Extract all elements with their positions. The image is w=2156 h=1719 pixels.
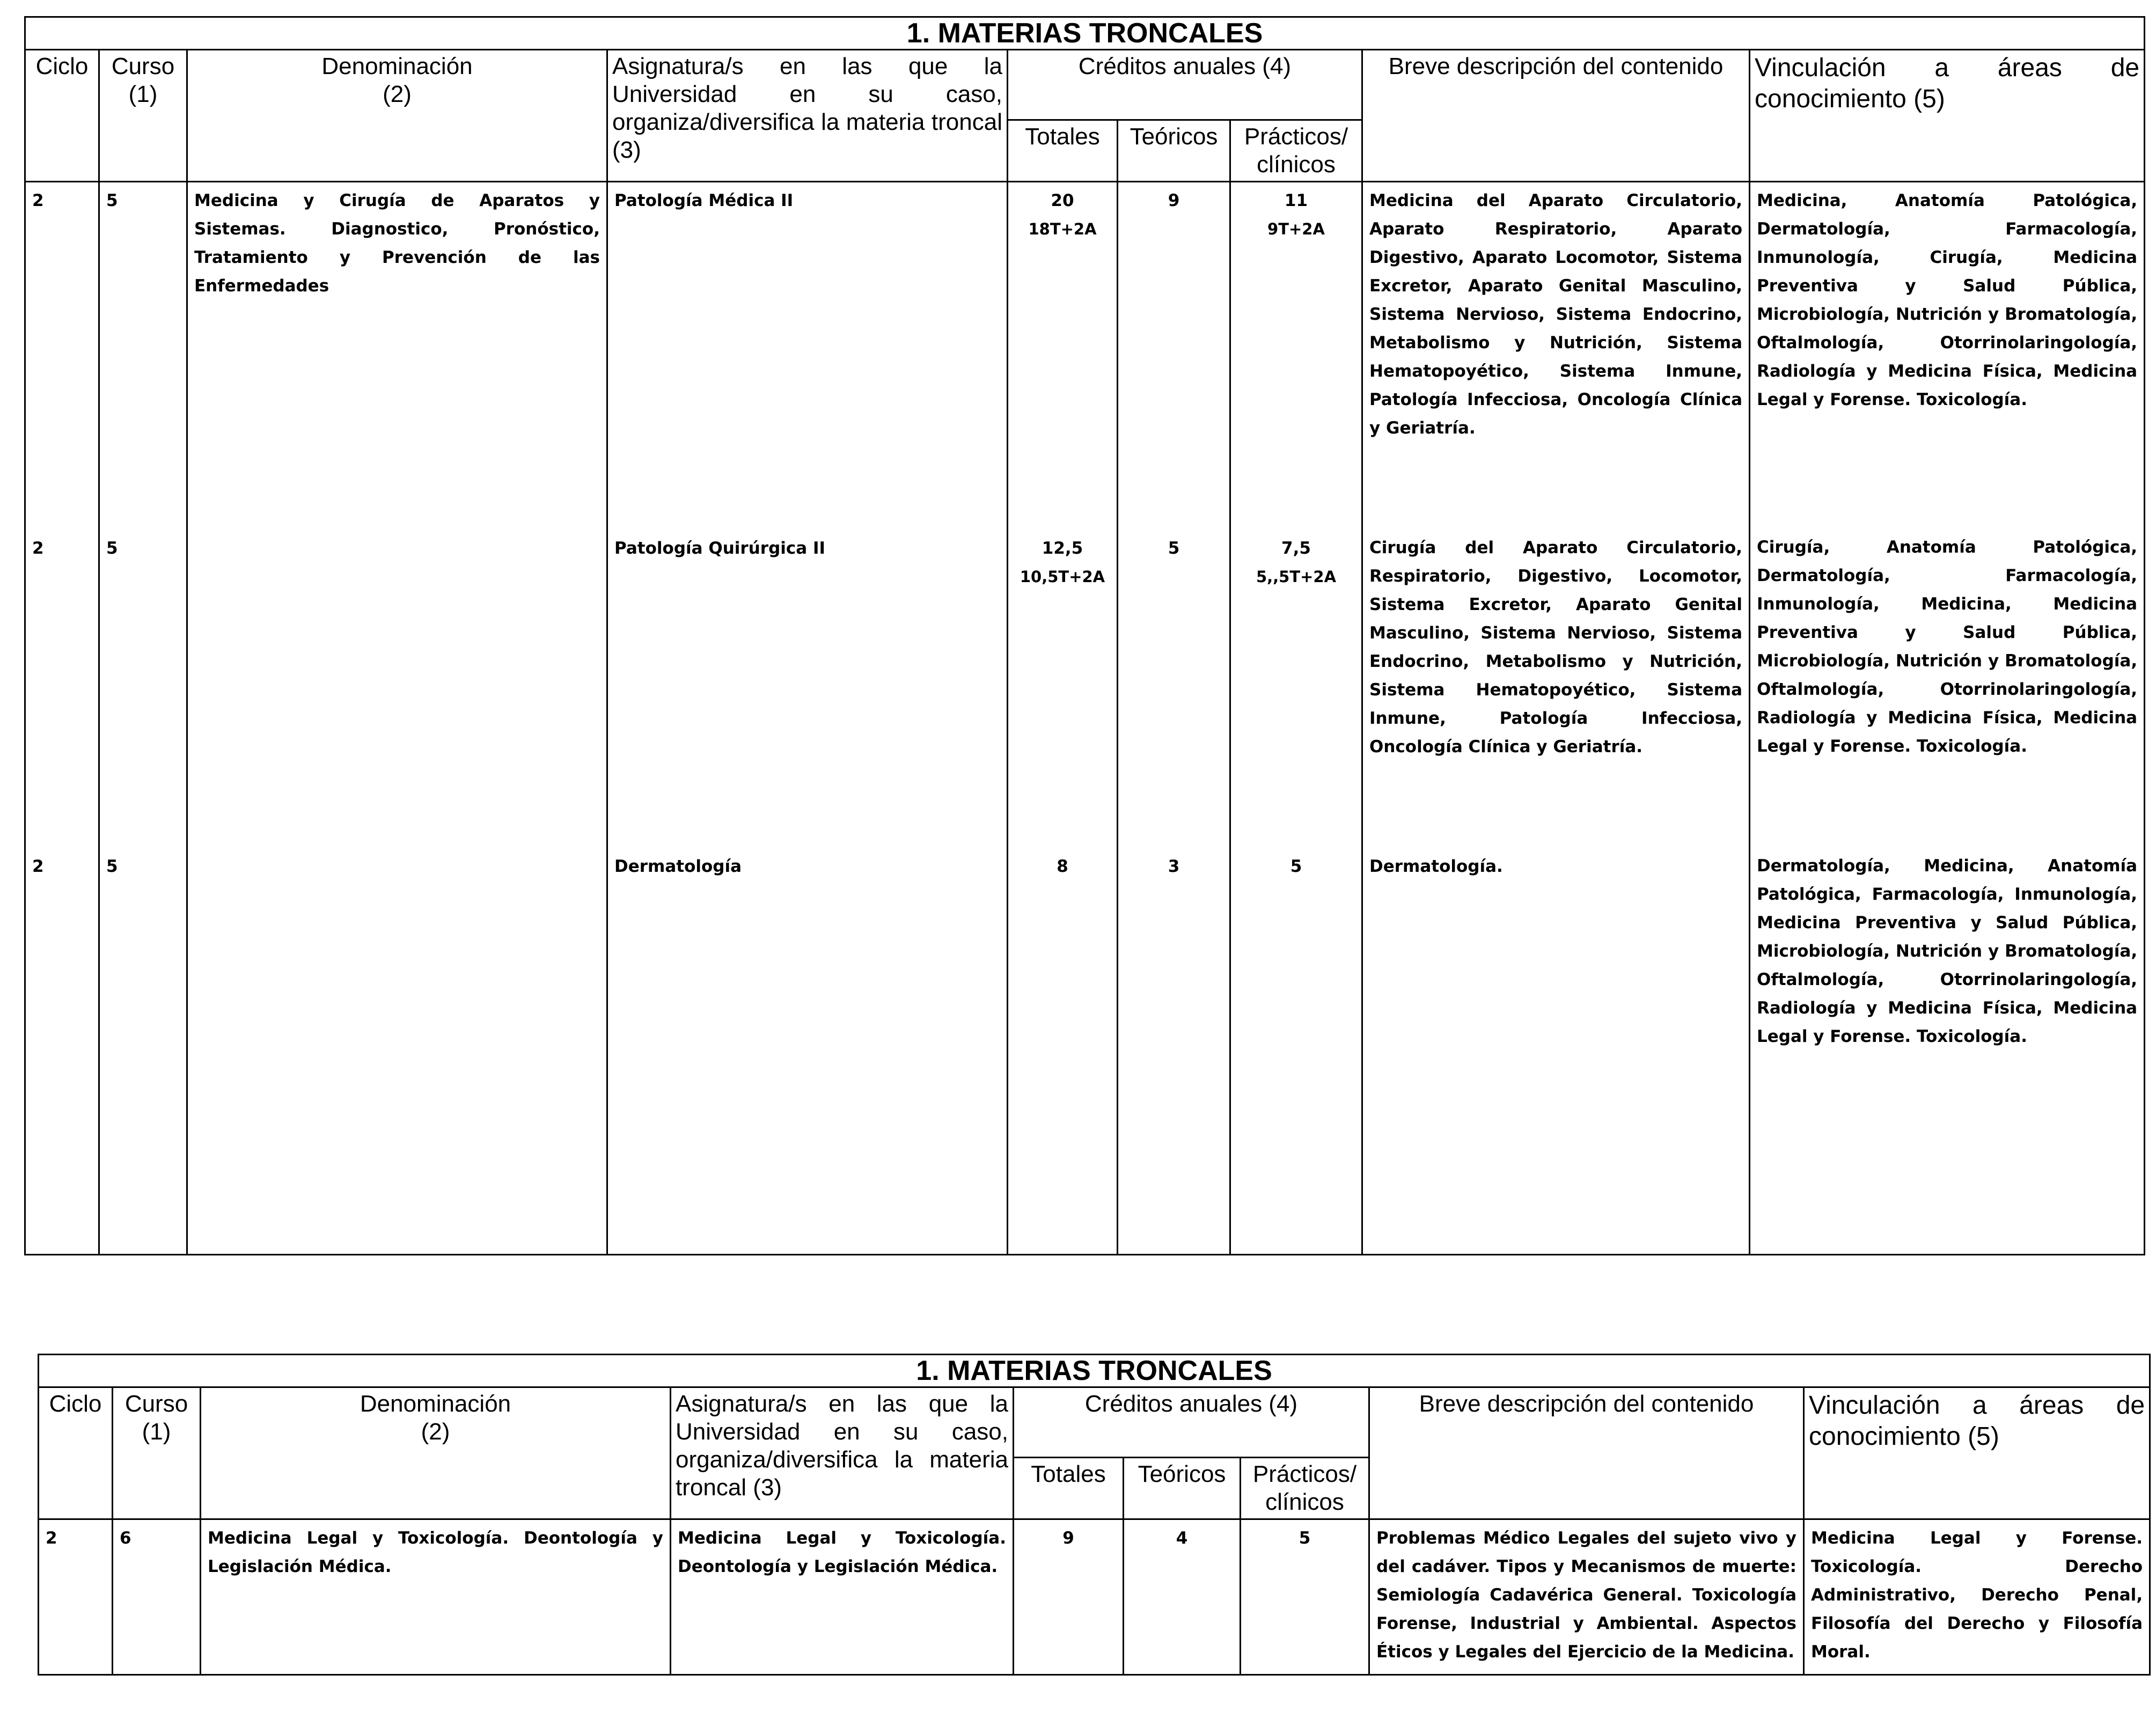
header-teoricos: Teóricos: [1124, 1458, 1241, 1519]
materias-troncales-table-2: [38, 1354, 2151, 1676]
cell-vinculacion: Medicina, Anatomía Patológica, Dermatología, Farmacología, Inmunología, Cirugía, Medicina Preventiva y Salud Pública, Microbiología, Nutrición y Bromatología, Oftalmología, Otorrinolaringología, Radiología y Medicina Física, Medicina Legal y Forense. Toxicología. Cirugía, Anatomía Patológica, Dermatología, Farmacología, Inmunología, Medicina, Medicina Preventiva y Salud Pública, Microbiología, Nutrición y Bromatología, Oftalmología, Otorrinolaringología, Radiología y Medicina Física, Medicina Legal y Forense. Toxicología. Dermatología, Medicina, Anatomía Patológica, Farmacología, Inmunología, Medicina Preventiva y Salud Pública, Microbiología, Nutrición y Bromatología, Oftalmología, Otorrinolaringología, Radiología y Medicina Física, Medicina Legal y Forense. Toxicología.: [1750, 182, 2145, 1255]
cell-curso: 5 5 5: [99, 182, 187, 1255]
cell-totales: 20 18T+2A 12,5 10,5T+2A 8: [1008, 182, 1118, 1255]
header-curso: Curso (1): [113, 1387, 201, 1519]
cell-denominacion: Medicina Legal y Toxicología. Deontología y Legislación Médica.: [201, 1519, 671, 1675]
cell-descripcion: Problemas Médico Legales del sujeto vivo y del cadáver. Tipos y Mecanismos de muerte: Semiología Cadavérica General. Toxicología Forense, Industrial y Ambiental. Aspectos Éticos y Legales del Ejercicio de la Medicina.: [1369, 1519, 1804, 1675]
header-practicos: Prácticos/ clínicos: [1230, 120, 1362, 182]
header-totales: Totales: [1008, 120, 1118, 182]
cell-practicos: 5: [1241, 1519, 1369, 1675]
header-asignatura: Asignatura/s en las que la Universidad en su caso, organiza/diversifica la materia troncal (3): [607, 50, 1008, 182]
header-vinculacion: Vinculación a áreas de conocimiento (5): [1750, 50, 2145, 182]
cell-asignatura: Patología Médica II Patología Quirúrgica II Dermatología: [607, 182, 1008, 1255]
header-creditos: Créditos anuales (4): [1008, 50, 1362, 120]
header-practicos: Prácticos/ clínicos: [1241, 1458, 1369, 1519]
header-curso: Curso (1): [99, 50, 187, 182]
header-denominacion: Denominación (2): [187, 50, 607, 182]
cell-teoricos: 4: [1124, 1519, 1241, 1675]
header-ciclo: Ciclo: [39, 1387, 113, 1519]
cell-teoricos: 9 5 3: [1118, 182, 1230, 1255]
cell-vinculacion: Medicina Legal y Forense. Toxicología. Derecho Administrativo, Derecho Penal, Filosofía del Derecho y Filosofía Moral.: [1804, 1519, 2150, 1675]
header-ciclo: Ciclo: [25, 50, 99, 182]
header-denominacion: Denominación (2): [201, 1387, 671, 1519]
header-creditos: Créditos anuales (4): [1014, 1387, 1369, 1458]
cell-practicos: 11 9T+2A 7,5 5,,5T+2A 5: [1230, 182, 1362, 1255]
table-title: 1. MATERIAS TRONCALES: [39, 1355, 2150, 1387]
header-vinculacion: Vinculación a áreas de conocimiento (5): [1804, 1387, 2150, 1519]
table-title: 1. MATERIAS TRONCALES: [25, 17, 2145, 50]
header-teoricos: Teóricos: [1118, 120, 1230, 182]
cell-totales: 9: [1014, 1519, 1124, 1675]
header-asignatura: Asignatura/s en las que la Universidad en su caso, organiza/diversifica la materia troncal (3): [671, 1387, 1014, 1519]
cell-ciclo: 2: [39, 1519, 113, 1675]
cell-descripcion: Medicina del Aparato Circulatorio, Aparato Respiratorio, Aparato Digestivo, Aparato Locomotor, Sistema Excretor, Aparato Genital Masculino, Sistema Nervioso, Sistema Endocrino, Metabolismo y Nutrición, Sistema Hematopoyético, Sistema Inmune, Patología Infecciosa, Oncología Clínica y Geriatría. Cirugía del Aparato Circulatorio, Respiratorio, Digestivo, Locomotor, Sistema Excretor, Aparato Genital Masculino, Sistema Nervioso, Sistema Endocrino, Metabolismo y Nutrición, Sistema Hematopoyético, Sistema Inmune, Patología Infecciosa, Oncología Clínica y Geriatría. Dermatología.: [1362, 182, 1750, 1255]
cell-asignatura: Medicina Legal y Toxicología. Deontología y Legislación Médica.: [671, 1519, 1014, 1675]
cell-ciclo: 2 2 2: [25, 182, 99, 1255]
cell-denominacion: Medicina y Cirugía de Aparatos y Sistemas. Diagnostico, Pronóstico, Tratamiento y Prevención de las Enfermedades: [187, 182, 607, 1255]
header-descripcion: Breve descripción del contenido: [1362, 50, 1750, 182]
materias-troncales-table-1: [24, 16, 2145, 1255]
header-descripcion: Breve descripción del contenido: [1369, 1387, 1804, 1519]
cell-curso: 6: [113, 1519, 201, 1675]
header-totales: Totales: [1014, 1458, 1124, 1519]
